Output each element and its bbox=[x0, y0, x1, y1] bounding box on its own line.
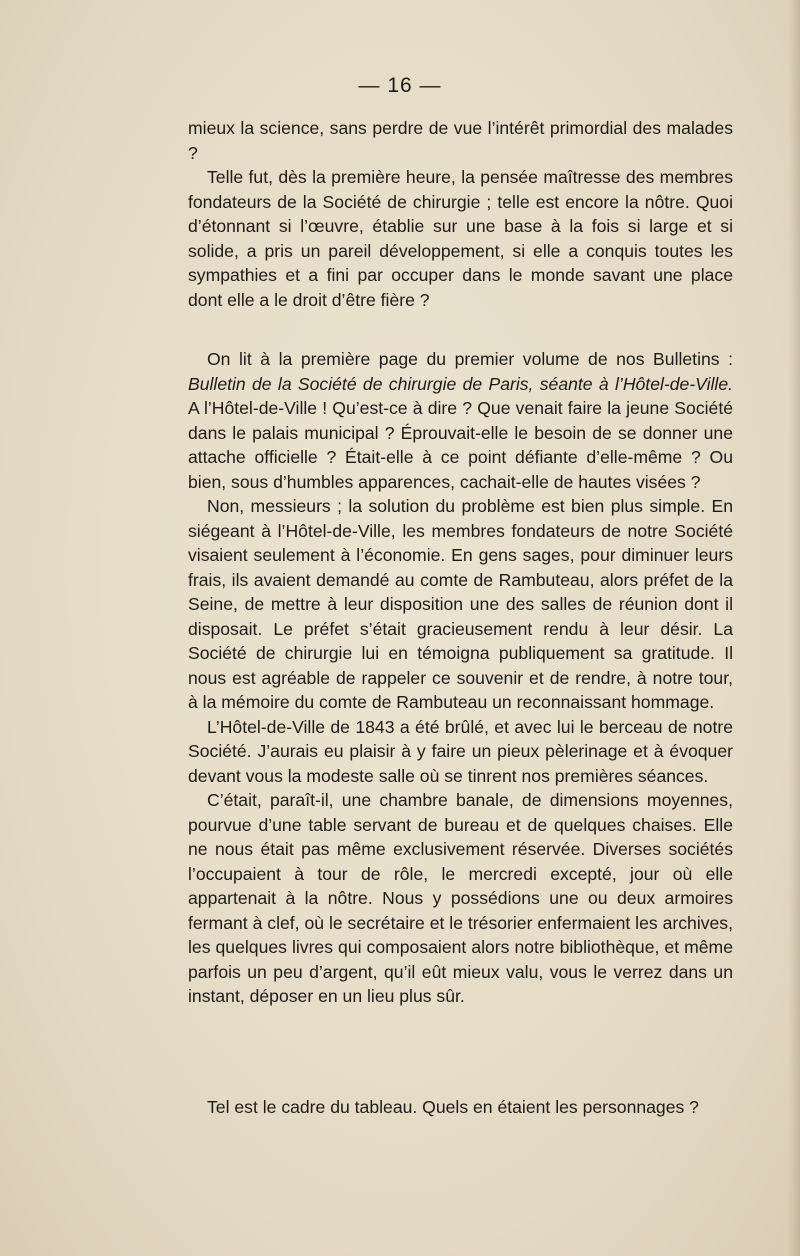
paragraph: mieux la science, sans perdre de vue l’intérêt primordial des malades ? bbox=[188, 118, 733, 163]
paragraph-question: A l’Hôtel-de-Ville ! Qu’est-ce à dire ? Que venait faire la jeune Société dans le palais municipal ? Éprouvait-elle le besoin de se donner une attache officielle ? Était-elle à ce point défiante d’elle-même ? Ou bien, sous d’humbles apparences, cachait-elle de hautes visées ? bbox=[188, 398, 733, 492]
paragraph: C’était, paraît-il, une chambre banale, de dimensions moyennes, pourvue d’une table servant de bureau et de quelques chaises. Elle ne nous était pas même exclusivement réservée. Diverses sociétés l’occupaient à tour de rôle, le mercredi excepté, jour où elle appartenait à la nôtre. Nous y possédions une ou deux armoires fermant à clef, où le secrétaire et le trésorier enfermaient les archives, les quelques livres qui composaient alors notre bibliothèque, et même parfois un peu d’argent, qu’il eût mieux valu, vous le verrez dans un instant, déposer en un lieu plus sûr. bbox=[188, 790, 733, 1006]
page-edge-shadow bbox=[788, 0, 800, 1256]
page-number: — 16 — bbox=[358, 74, 442, 97]
paragraph: Tel est le cadre du tableau. Quels en étaient les personnages ? bbox=[207, 1097, 699, 1117]
text-block-bottom bbox=[188, 1095, 733, 1120]
bulletin-title-italic: Bulletin de la Société de chirurgie de Paris, séante à l’Hôtel-de-Ville. bbox=[188, 373, 733, 394]
text-block-main bbox=[188, 347, 733, 1009]
paragraph bbox=[188, 347, 733, 494]
text-block-top bbox=[188, 116, 733, 312]
paragraph-intro: On lit à la première page du premier volume de nos Bulletins : bbox=[207, 349, 733, 369]
paragraph: L’Hôtel-de-Ville de 1843 a été brûlé, et avec lui le berceau de notre Société. J’aurais eu plaisir à y faire un pieux pèlerinage et à évoquer devant vous la modeste salle où se tinrent nos premières séances. bbox=[188, 716, 733, 786]
paragraph: Telle fut, dès la première heure, la pensée maîtresse des membres fondateurs de la Société de chirurgie ; telle est encore la nôtre. Quoi d’étonnant si l’œuvre, établie sur une base à la fois si large et si solide, a pris un pareil développement, si elle a conquis toutes les sympathies et a fini par occuper dans le monde savant une place dont elle a le droit d’être fière ? bbox=[188, 167, 733, 310]
paragraph: Non, messieurs ; la solution du problème est bien plus simple. En siégeant à l’Hôtel-de-Ville, les membres fondateurs de notre Société visaient seulement à l’économie. En gens sages, pour diminuer leurs frais, ils avaient demandé au comte de Rambuteau, alors préfet de la Seine, de mettre à leur disposition une des salles de réunion dont il disposait. Le préfet s’était gracieusement rendu à leur désir. La Société de chirurgie lui en témoigna publiquement sa gratitude. Il nous est agréable de rappeler ce souvenir et de rendre, à notre tour, à la mémoire du comte de Rambuteau un reconnaissant hommage. bbox=[188, 496, 733, 712]
